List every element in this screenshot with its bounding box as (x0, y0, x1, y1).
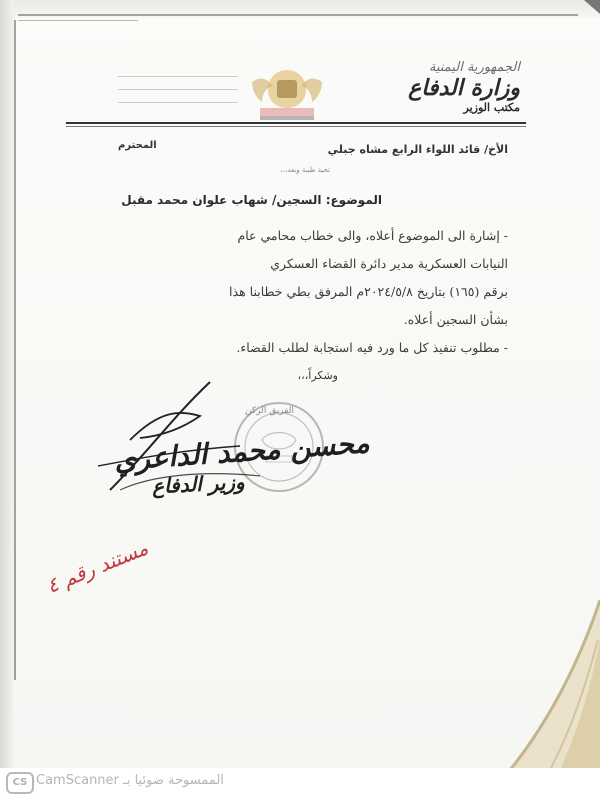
camscanner-watermark: الممسوحة ضوئيا بـ CamScanner (36, 773, 224, 788)
letterhead-ministry: وزارة الدفاع (408, 75, 520, 101)
body-line: برقم (١٦٥) بتاريخ ٢٠٢٤/٥/٨م المرفق بطي خطابنا هذا (229, 284, 508, 299)
closing-line: وشكراً،،، (297, 369, 338, 382)
page-border-top (18, 14, 578, 16)
letterhead-country: الجمهورية اليمنية (428, 60, 520, 75)
letterhead-office: مكتب الوزير (463, 101, 520, 114)
camscanner-logo-icon: CS (6, 772, 34, 794)
letterhead-rule (66, 122, 526, 124)
torn-corner-icon (490, 600, 600, 770)
subject-label: الموضوع: (325, 193, 382, 207)
greeting-line: تحية طيبة وبعد،،، (280, 166, 330, 174)
addressee-line: الأخ/ قائد اللواء الرابع مشاه جبلي (327, 143, 508, 156)
body-line: - إشارة الى الموضوع أعلاه، والى خطاب محامي عام (237, 228, 508, 243)
page-border-top-short (18, 20, 138, 21)
letterhead (370, 60, 520, 114)
signatory-name: محسن محمد الداعري (113, 426, 371, 477)
body-line: النيابات العسكرية مدير دائرة القضاء العسكري (270, 256, 508, 271)
signatory-role: وزير الدفاع (151, 469, 246, 499)
respected-label: المحترم (118, 140, 157, 151)
letter-body (88, 222, 508, 390)
reference-fields (118, 64, 238, 116)
scan-left-edge (0, 0, 14, 770)
body-line: بشأن السجين أعلاه. (403, 312, 508, 327)
subject-text: السجين/ شهاب علوان محمد مقبل (121, 193, 322, 207)
corner-mark-icon (580, 0, 600, 18)
yemen-emblem-icon (246, 64, 328, 124)
subject-line (121, 193, 382, 207)
signatory-rank: الفريق الركن (245, 406, 294, 416)
page-border-left (14, 20, 16, 680)
handwritten-red-note: مستند رقم ٤ (43, 535, 152, 598)
body-line: - مطلوب تنفيذ كل ما ورد فيه استجابة لطلب القضاء. (236, 340, 508, 355)
letterhead-rule-thin (66, 126, 526, 127)
